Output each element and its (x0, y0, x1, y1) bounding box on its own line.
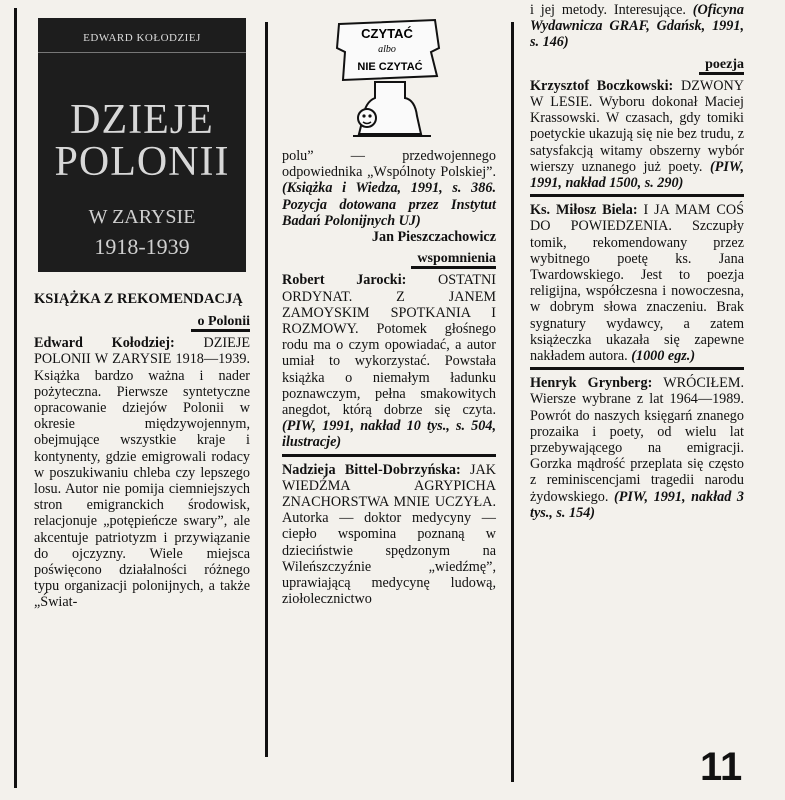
continuation-text: i jej metody. Interesujące. (530, 2, 686, 18)
cover-subtitle: W ZARYSIE (88, 206, 196, 228)
review-continuation (282, 148, 496, 245)
review-dzwony-w-lesie (530, 78, 744, 191)
column-rule-right (511, 22, 514, 782)
review-dzieje-polonii (34, 335, 250, 610)
column-2 (282, 148, 496, 607)
review-text: JAK WIEDŹMA AGRYPICHA ZNACHORSTWA MNIE UCZYŁA. Autorka — doktor medycyny — ciepło wspomina poznaną w dzieciństwie spędzonym na Wileńszczyźnie „wiedźmę”, uprawiającą medycynę ludową, ziołolecznictwo (282, 461, 496, 608)
cover-title-line1: DZIEJE (70, 97, 214, 143)
cartoon-text-1: CZYTAĆ (361, 26, 413, 41)
continuation-text: polu” — przedwojennego odpowiednika „Wspólnoty Polskiej”. (282, 148, 496, 181)
cover-title-line2: POLONII (54, 139, 230, 185)
page-number: 11 (700, 745, 743, 789)
review-text: I JA MAM COŚ DO POWIEDZENIA. Szczupły tomik, rekomendowany przez wybitnego poetę ks. Jana Twardowskiego. Jest to poezja religijna, współczesna i nowoczesna, w dobrym słowa znaczeniu. Brak sygnatury wydawcy, a zatem książeczka ukazała się zapewne nakładem autora. (530, 202, 744, 365)
review-text: DZIEJE POLONII W ZARYSIE 1918—1939. Książka bardzo ważna i nader pożyteczna. Pierwsze syntetyczne opracowanie dziejów Polonii w okresie międzywojennym, obejmujące wszystkie kraje i kontynenty, gdzie emigrowali rodacy w poszukiwaniu chleba czy lepszego losu. Autor nie pomija ciemniejszych stron emigranckich środowisk, relacjonuje „potępieńcze swary”, ale akcentuje patriotyzm i przywiązanie do ojczyzny. Wiele miejsca poświęcono działalności różnego typu organizacji polonijnych, a także „Świat- (34, 335, 251, 611)
column-rule-left (14, 8, 17, 788)
section-heading-poezja: poezja (530, 57, 744, 74)
review-jak-wiedzma (282, 462, 496, 608)
publication-info: (PIW, 1991, nakład 1500, s. 290) (530, 158, 744, 192)
cartoon-text-3: NIE CZYTAĆ (357, 61, 423, 73)
publication-info: (PIW, 1991, nakład 3 tys., s. 154) (530, 488, 745, 521)
publication-info: (1000 egz.) (631, 348, 696, 365)
section-heading-o-polonii: o Polonii (34, 314, 250, 331)
divider (530, 367, 744, 370)
review-ostatni-ordynat (282, 272, 496, 450)
review-author: Krzysztof Boczkowski: (530, 77, 674, 94)
review-text: OSTATNI ORDYNAT. Z JANEM ZAMOYSKIM SPOTKANIA I ROZMOWY. Potomek głośnego rodu ma o czym opowiadać, a autor umiał to wykorzystać. Powstała książka o niemałym ładunku poznawczym, pełna smakowitych anegdot, którą dobrze się czyta. (282, 272, 496, 419)
cartoon-text-2: albo (378, 44, 396, 55)
review-author: Ks. Miłosz Biela: (530, 202, 638, 219)
review-text: DZWONY W LESIE. Wyboru dokonał Maciej Krassowski. W czasach, gdy tomiki poetyckie ukazują się nie bez trudu, z satysfakcją witamy obszerny wybór wierszy uznanego już poety. (530, 77, 744, 175)
review-author: Edward Kołodziej: (34, 335, 175, 352)
review-author: Robert Jarocki: (282, 272, 407, 289)
column-rule-middle (265, 22, 268, 757)
column-3 (530, 2, 744, 521)
publication-info: (Książka i Wiedza, 1991, s. 386. Pozycja dotowana przez Instytut Badań Polonijnych UJ) (282, 180, 496, 229)
review-i-ja-mam (530, 202, 744, 364)
divider (282, 454, 496, 457)
column-1 (34, 283, 250, 611)
section-heading-wspomnienia: wspomnienia (282, 251, 496, 268)
review-text: WRÓCIŁEM. Wiersze wybrane z lat 1964—1989. Powrót do naszych księgarń znanego prozaika i poety, od wielu lat przebywającego na emigracji. Gorzka mądrość przeplata się często z reminiscencjami tragedii narodu żydowskiego. (530, 375, 745, 505)
review-continuation (530, 2, 744, 51)
divider (530, 194, 744, 197)
reviewer-signature: Jan Pieszczachowicz (371, 229, 496, 246)
review-wrocilem (530, 375, 744, 521)
publication-info: (PIW, 1991, nakład 10 tys., s. 504, ilustracje) (282, 418, 496, 451)
publication-info: (Oficyna Wydawnicza GRAF, Gdańsk, 1991, s. 146) (530, 2, 744, 51)
cover-divider (38, 52, 246, 53)
review-author: Henryk Grynberg: (530, 375, 653, 392)
cover-author: EDWARD KOŁODZIEJ (83, 32, 201, 44)
review-author: Nadzieja Bittel-Dobrzyńska: (282, 461, 461, 478)
cover-years: 1918-1939 (94, 234, 190, 259)
reading-cartoon-illustration (335, 18, 445, 140)
book-cover-image (38, 18, 246, 272)
kicker-heading: KSIĄŻKA Z REKOMENDACJĄ (34, 291, 243, 307)
